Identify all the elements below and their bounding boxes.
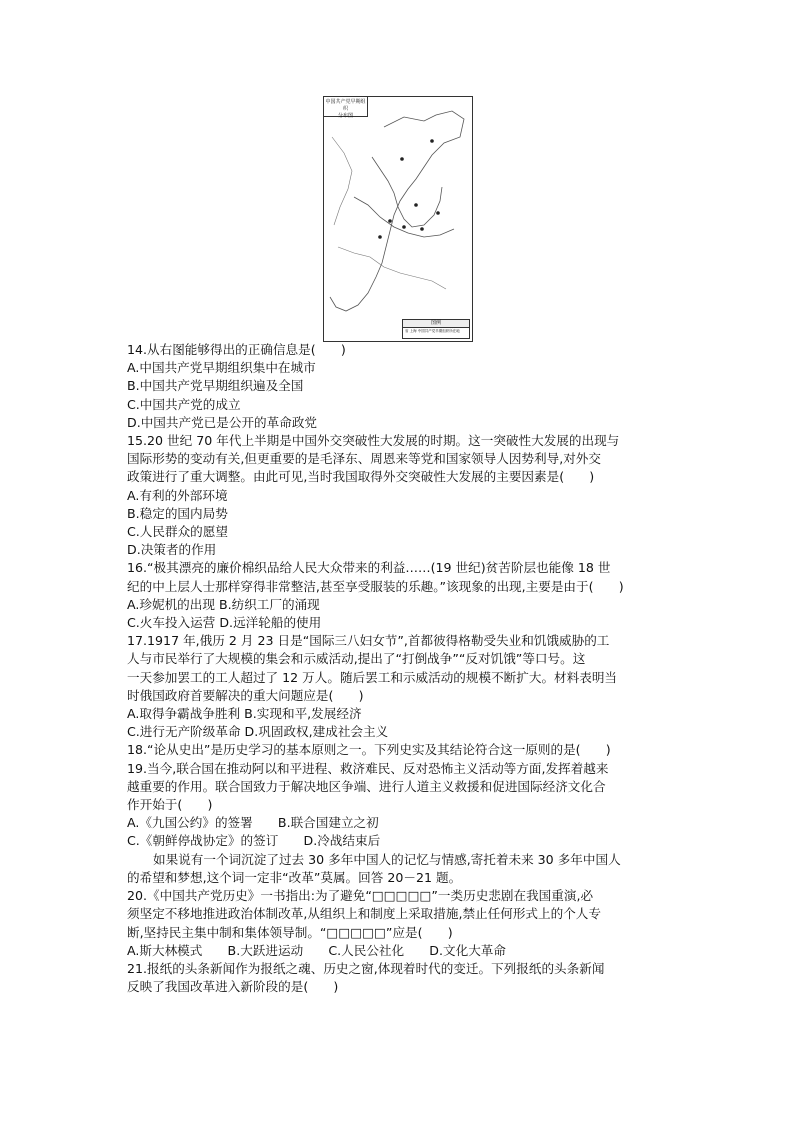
text-line: D.中国共产党已是公开的革命政党 (127, 414, 318, 430)
text-line: C.中国共产党的成立 (127, 396, 241, 412)
text-line: A.中国共产党早期组织集中在城市 (127, 360, 316, 376)
legend-body: 省 上海 中国共产党早期组织所在地 (405, 329, 460, 333)
text-line: 时俄国政府首要解决的重大问题应是( ) (127, 687, 364, 703)
text-line: 纪的中上层人士那样穿得非常整洁,甚至享受服装的乐趣。”该现象的出现,主要是由于( ) (127, 578, 624, 594)
text-line: 人与市民举行了大规模的集会和示威活动,提出了“打倒战争”“反对饥饿”等口号。这 (127, 651, 586, 667)
legend-title: 图例 (403, 320, 469, 328)
text-line: A.有利的外部环境 (127, 487, 228, 503)
map-title-line1: 中国共产党早期组织 (325, 99, 366, 112)
map-legend (402, 319, 470, 339)
map-figure (323, 96, 473, 342)
text-line: 断,坚持民主集中制和集体领导制。“□□□□□”应是( ) (127, 924, 453, 940)
text-line: 一天参加罢工的工人超过了 12 万人。随后罢工和示威活动的规模不断扩大。材料表明当 (127, 669, 618, 685)
text-line: 如果说有一个词沉淀了过去 30 多年中国人的记忆与情感,寄托着未来 30 多年中国人 (153, 851, 621, 867)
text-line: C.进行无产阶级革命 D.巩固政权,建成社会主义 (127, 724, 389, 740)
text-line: 16.“极其漂亮的廉价棉织品给人民大众带来的利益……(19 世纪)贫苦阶层也能像 18 世 (127, 560, 611, 576)
text-line: 政策进行了重大调整。由此可见,当时我国取得外交突破性大发展的主要因素是( ) (127, 469, 595, 485)
text-line: A.斯大林模式 B.大跃进运动 C.人民公社化 D.文化大革命 (127, 942, 506, 958)
text-line: B.中国共产党早期组织遍及全国 (127, 378, 304, 394)
text-line: A.取得争霸战争胜利 B.实现和平,发展经济 (127, 706, 362, 722)
text-line: C.《朝鲜停战协定》的签订 D.冷战结束后 (127, 833, 381, 849)
text-line: D.决策者的作用 (127, 542, 217, 558)
map-title-line2: 分布图 (337, 113, 353, 119)
text-line: B.稳定的国内局势 (127, 505, 228, 521)
text-line: 须坚定不移地推进政治体制改革,从组织上和制度上采取措施,禁止任何形式上的个人专 (127, 906, 601, 922)
text-line: 15.20 世纪 70 年代上半期是中国外交突破性大发展的时期。这一突破性大发展的出现与 (127, 433, 620, 449)
text-line: 反映了我国改革进入新阶段的是( ) (127, 979, 339, 995)
text-line: 国际形势的变动有关,但更重要的是毛泽东、周恩来等党和国家领导人因势利导,对外交 (127, 451, 601, 467)
text-line: 17.1917 年,俄历 2 月 23 日是“国际三八妇女节”,首都彼得格勒受失业和饥饿威胁的工 (127, 633, 610, 649)
text-line: 21.报纸的头条新闻作为报纸之魂、历史之窗,体现着时代的变迁。下列报纸的头条新闻 (127, 960, 605, 976)
text-line: 20.《中国共产党历史》一书指出:为了避免“□□□□□”一类历史悲剧在我国重演,必 (127, 888, 594, 904)
text-line: 越重要的作用。联合国致力于解决地区争端、进行人道主义救援和促进国际经济文化合 (127, 778, 606, 794)
text-line: C.人民群众的愿望 (127, 524, 228, 540)
china-map-outline (324, 97, 473, 342)
text-line: 14.从右图能够得出的正确信息是( ) (127, 342, 346, 357)
text-line: A.珍妮机的出现 B.纺织工厂的涌现 (127, 596, 320, 612)
text-line: 19.当今,联合国在推动阿以和平进程、救济难民、反对恐怖主义活动等方面,发挥着越来 (127, 760, 609, 776)
question-text (127, 341, 687, 996)
text-line: 的希望和梦想,这个词一定非“改革”莫属。回答 20－21 题。 (127, 869, 462, 885)
text-line: 18.“论从史出”是历史学习的基本原则之一。下列史实及其结论符合这一原则的是( ) (127, 742, 611, 758)
text-line: 作开始于( ) (127, 797, 213, 813)
text-line: C.火车投入运营 D.远洋轮船的使用 (127, 615, 322, 631)
text-line: A.《九国公约》的签署 B.联合国建立之初 (127, 815, 379, 831)
